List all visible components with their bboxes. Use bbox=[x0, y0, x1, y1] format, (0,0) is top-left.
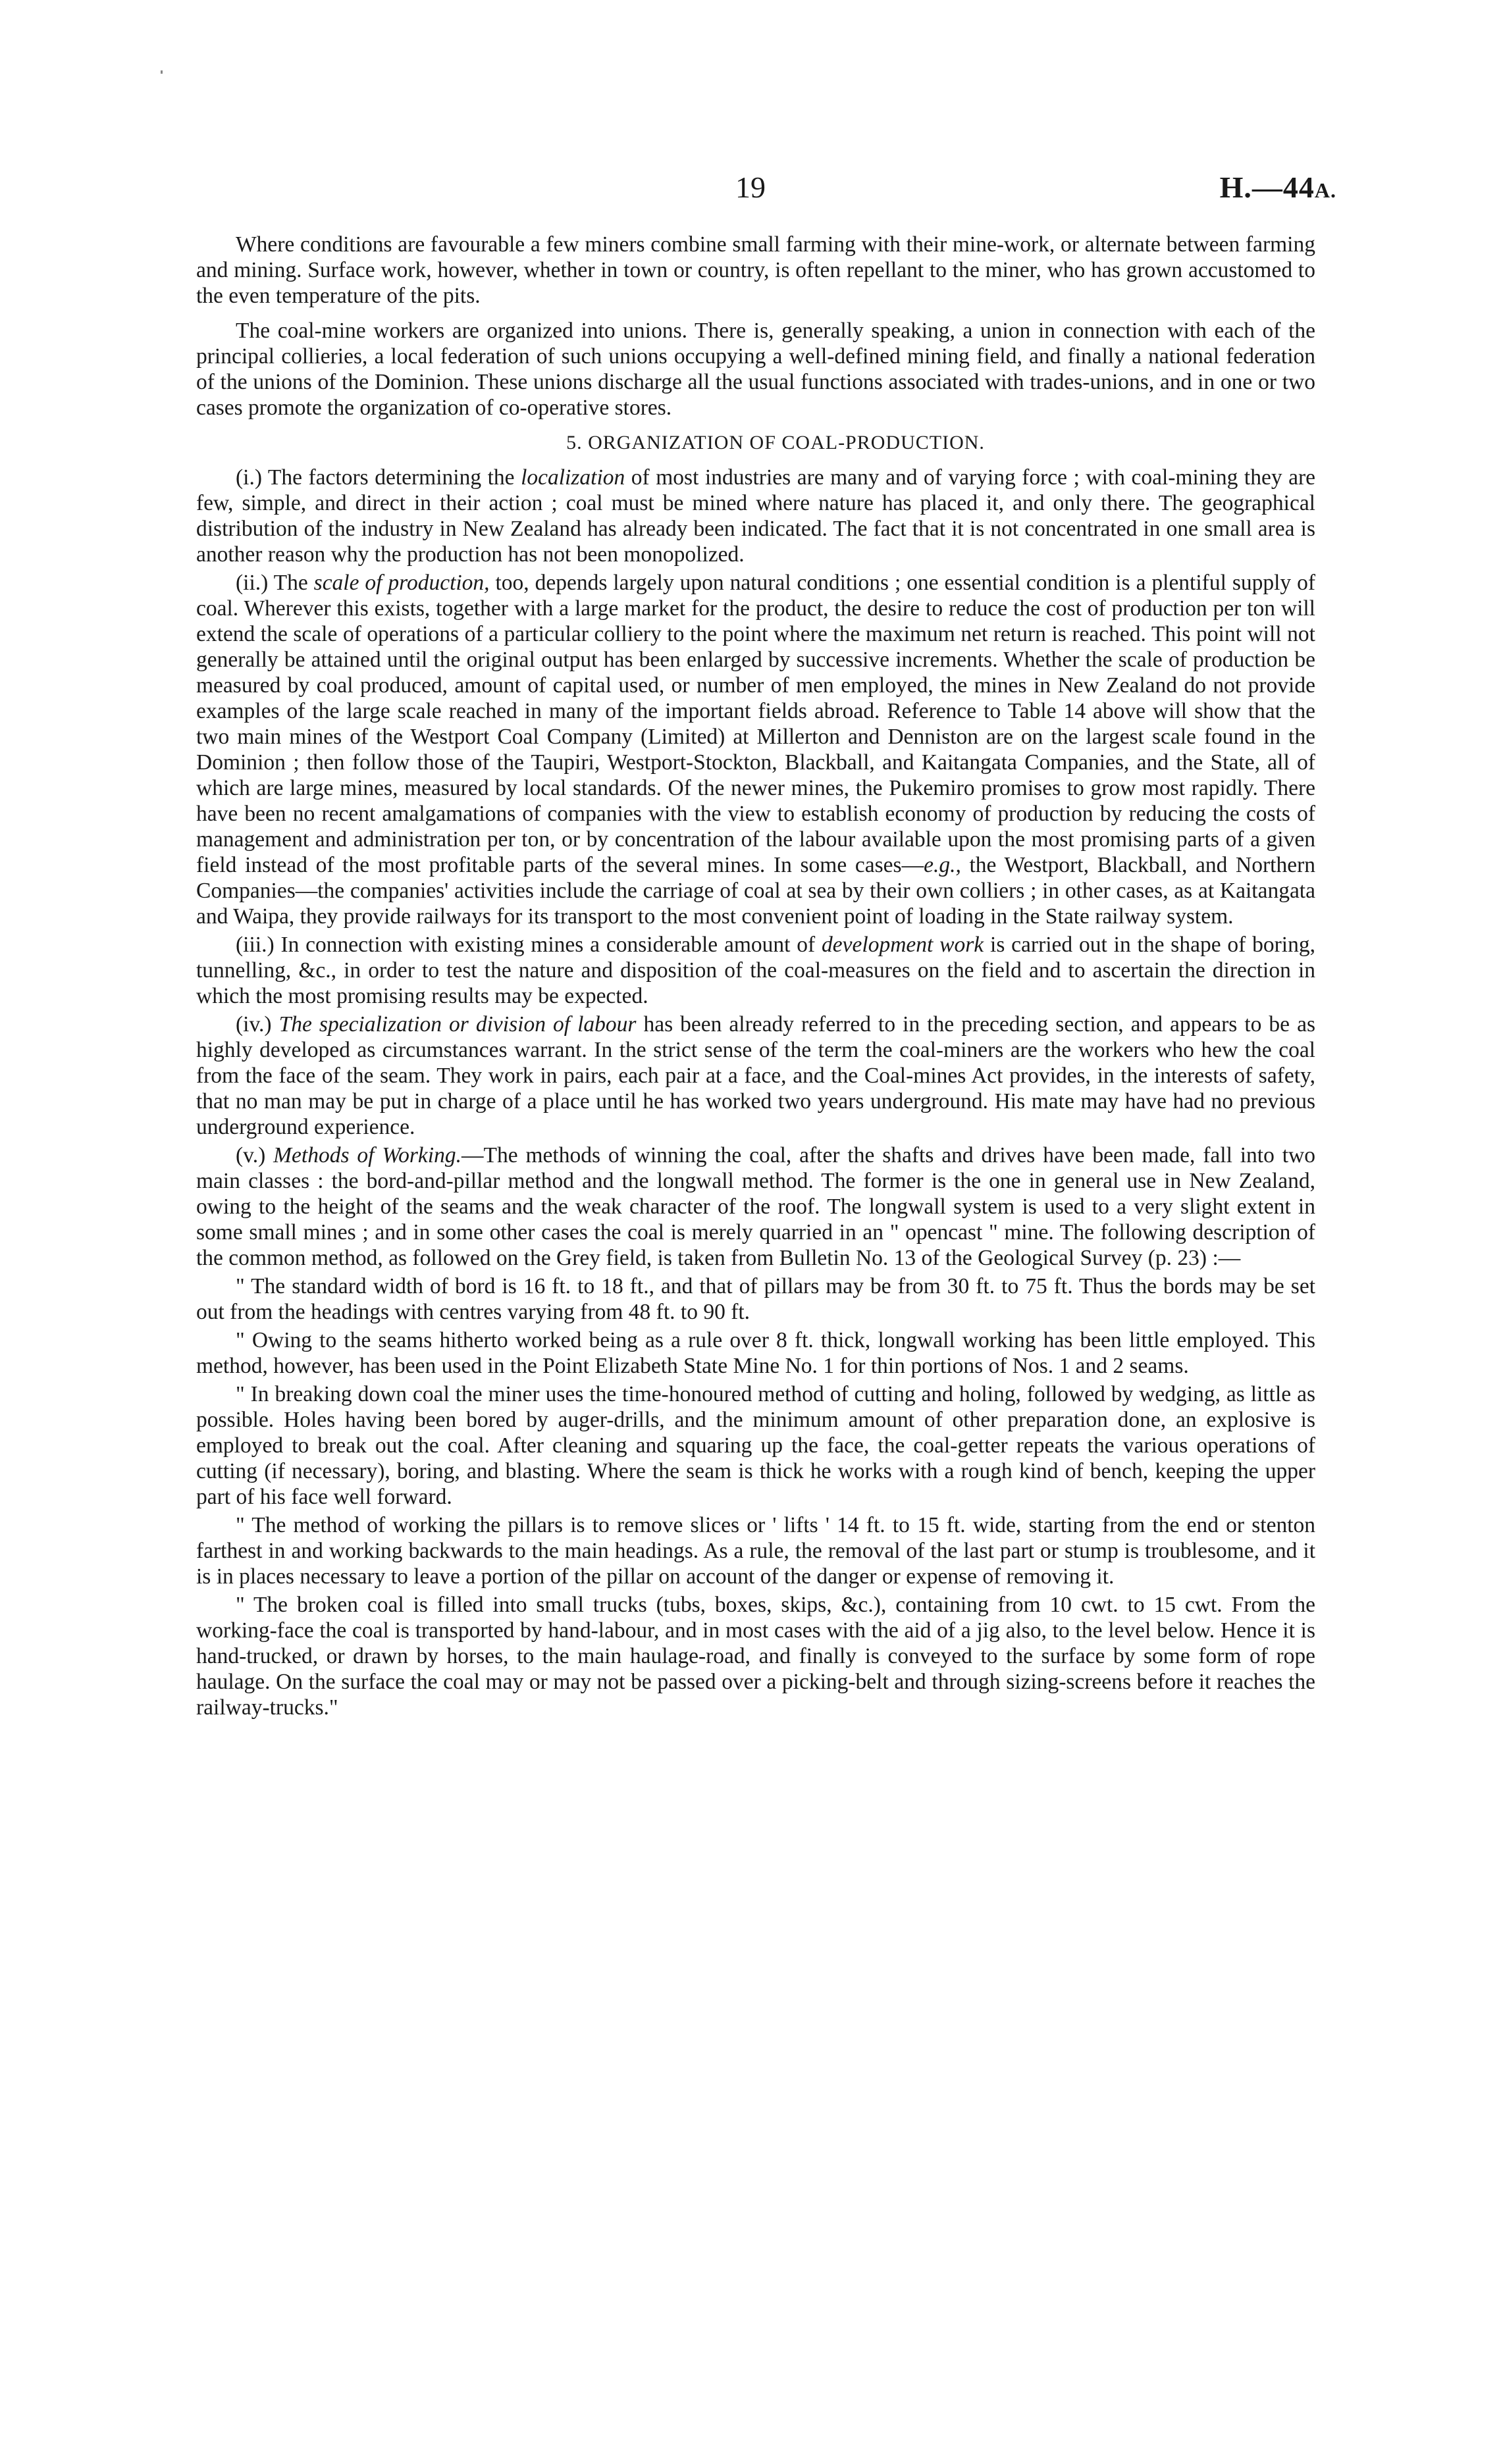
item-scale-of-production bbox=[196, 570, 1315, 929]
item-text: too, depends largely upon natural conditions ; one essential condition is a plentiful supply of coal. Wherever this exists, together with a large market for the product, the desire to reduce the cost of production per ton will extend the scale of operations of a particular colliery to the point where the maximum net return is reached. This point will not generally be attained until the original output has been enlarged by successive increments. Whether the scale of production be measured by coal produced, amount of capital used, or number of men employed, the mines in New Zealand do not provide examples of the large scale reached in many of the important fields abroad. Reference to Table 14 above will show that the two main mines of the Westport Coal Company (Limited) at Millerton and Denniston are on the largest scale found in the Dominion ; then follow those of the Taupiri, Westport-Stockton, Blackball, and Kaitangata Companies, and the State, all of which are large mines, measured by local standards. Of the newer mines, the Pukemiro promises to grow most rapidly. There have been no recent amalgamations of companies with the view to establish economy of production by reducing the costs of management and administration per ton, or by concentration of the labour available upon the most promising parts of a given field instead of the most profitable parts of the several mines. In some cases— bbox=[196, 571, 1315, 877]
quote-longwall: " Owing to the seams hitherto worked being as a rule over 8 ft. thick, longwall working has been little employed. This method, however, has been used in the Point Elizabeth State Mine No. 1 for thin portions of Nos. 1 and 2 seams. bbox=[196, 1328, 1315, 1378]
item-number: (iv.) bbox=[236, 1012, 272, 1037]
doc-ref-main: H.—44 bbox=[1219, 170, 1315, 204]
paragraph-farming: Where conditions are favourable a few miners combine small farming with their mine-work, or alternate between farming and mining. Surface work, however, whether in town or country, is often repellant to the miner, who has grown accustomed to the even temperature of the pits. bbox=[196, 232, 1315, 308]
item-division-of-labour bbox=[196, 1012, 1315, 1140]
item-term: scale of production, bbox=[313, 571, 490, 595]
item-number: (ii.) bbox=[236, 571, 269, 595]
item-term: development work bbox=[822, 933, 984, 957]
section-heading: 5. ORGANIZATION OF COAL-PRODUCTION. bbox=[566, 432, 985, 453]
item-methods-of-working bbox=[196, 1142, 1315, 1271]
quote-pillars: " The method of working the pillars is to remove slices or ' lifts ' 14 ft. to 15 ft. wide, starting from the end or stenton farthest in and working backwards to the main headings. As a rule, the removal of the last part or stump is troublesome, and it is in places necessary to leave a portion of the pillar on account of the danger or expense of removing it. bbox=[196, 1513, 1315, 1589]
item-text: The factors determining the bbox=[262, 465, 521, 490]
item-text: of most industries are many and of varying force ; with coal-mining they are few, simple, and direct in their action ; coal must be mined where nature has placed it, and only there. The geographical distribution of the industry in New Zealand has already been indicated. The fact that it is not concentrated in one small area is another reason why the production has not been monopolized. bbox=[196, 465, 1315, 567]
item-text: is carried out in the shape of boring, tunnelling, &c., in order to test the nature and disposition of the coal-measures on the field and to ascertain the direction in which the most promising results may be expected. bbox=[196, 933, 1315, 1008]
body-text bbox=[196, 232, 1315, 1723]
item-number: (i.) bbox=[236, 465, 262, 490]
item-number: (v.) bbox=[236, 1143, 266, 1168]
doc-ref-suffix: A. bbox=[1314, 178, 1336, 202]
quote-haulage: " The broken coal is filled into small trucks (tubs, boxes, skips, &c.), containing from 10 cwt. to 15 cwt. From the working-face the coal is transported by hand-labour, and in most cases with the aid of a jig also, to the level below. Hence it is hand-trucked, or drawn by horses, to the main haulage-road, and finally is conveyed to the surface by some form of rope haulage. On the surface the coal may or may not be passed over a picking-belt and through sizing-screens before it reaches the railway-trucks." bbox=[196, 1593, 1315, 1720]
paragraph-unions: The coal-mine workers are organized into unions. There is, generally speaking, a union in connection with each of the principal collieries, a local federation of such unions occupying a well-defined mining field, and finally a national federation of the unions of the Dominion. These unions discharge all the usual functions associated with trades-unions, and in one or two cases promote the organization of co-operative stores. bbox=[196, 319, 1315, 420]
quote-bord-width: " The standard width of bord is 16 ft. to 18 ft., and that of pillars may be from 30 ft. to 75 ft. Thus the bords may be set out from the headings with centres varying from 48 ft. to 90 ft. bbox=[196, 1274, 1315, 1324]
page-header bbox=[0, 170, 1501, 209]
item-abbreviation: e.g., bbox=[924, 853, 961, 877]
scan-speck bbox=[161, 70, 163, 74]
item-text: has been already referred to in the preceding section, and appears to be as highly developed as circumstances warrant. In the strict sense of the term the coal-miners are the workers who hew the coal from the face of the seam. They work in pairs, each pair at a face, and the Coal-mines Act provides, in the interests of safety, that no man may be put in charge of a place until he has worked two years underground. His mate may have had no previous underground experience. bbox=[196, 1012, 1315, 1139]
item-term: The specialization or division of labour bbox=[278, 1012, 637, 1037]
item-number: (iii.) bbox=[236, 933, 275, 957]
item-text: The bbox=[268, 571, 314, 595]
item-text: In connection with existing mines a considerable amount of bbox=[274, 933, 822, 957]
page-number: 19 bbox=[735, 170, 766, 204]
item-text: the Westport, Blackball, and Northern Companies—the companies' activities include the carriage of coal at sea by their own colliers ; in other cases, as at Kaitangata and Waipa, they provide railways for its transport to the most convenient point of loading in the State railway system. bbox=[196, 853, 1315, 929]
item-development-work bbox=[196, 932, 1315, 1009]
item-localization bbox=[196, 465, 1315, 567]
document-reference bbox=[1220, 170, 1336, 205]
item-term: Methods of Working. bbox=[273, 1143, 461, 1168]
item-term: localization bbox=[521, 465, 625, 490]
quote-breaking-coal: " In breaking down coal the miner uses the time-honoured method of cutting and holing, followed by wedging, as little as possible. Holes having been bored by auger-drills, and the minimum amount of other preparation done, an explosive is employed to break out the coal. After cleaning and squaring up the face, the coal-getter repeats the various operations of cutting (if necessary), boring, and blasting. Where the seam is thick he works with a rough kind of bench, keeping the upper part of his face well forward. bbox=[196, 1382, 1315, 1509]
item-text: —The methods of winning the coal, after the shafts and drives have been made, fall into two main classes : the bord-and-pillar method and the longwall method. The former is the one in general use in New Zealand, owing to the height of the seams and the weak character of the roof. The longwall system is used to a very slight extent in some small mines ; and in some other cases the coal is merely quarried in an " opencast " mine. The following description of the common method, as followed on the Grey field, is taken from Bulletin No. 13 of the Geological Survey (p. 23) :— bbox=[196, 1143, 1315, 1270]
